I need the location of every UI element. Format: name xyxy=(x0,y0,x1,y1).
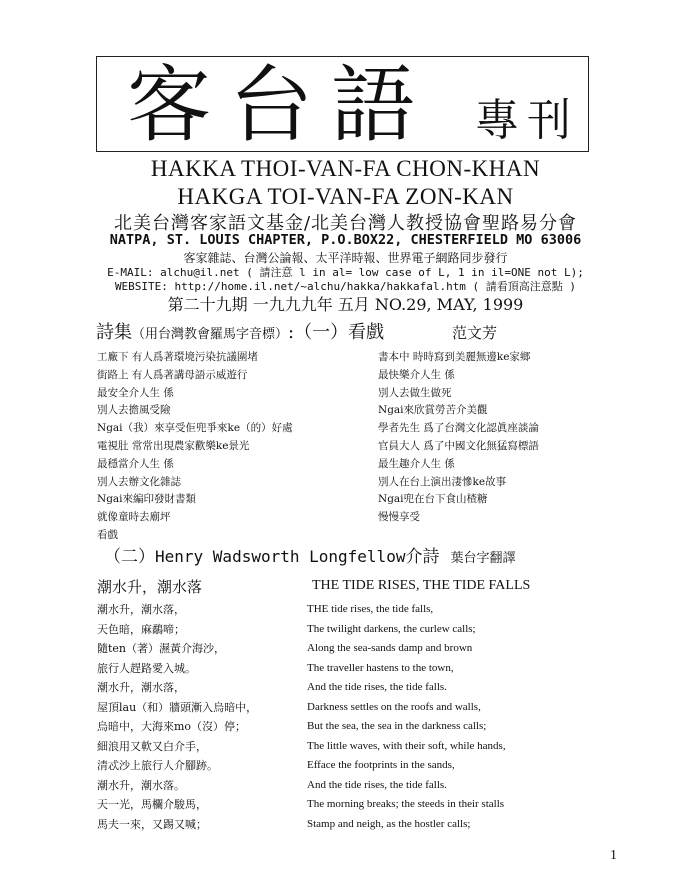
poem-line: 馬夫一來，又踢又喊； xyxy=(97,817,207,831)
poem-line: THE tide rises, the tide falls, xyxy=(307,603,434,615)
header-email: E-MAIL: alchu@il.net ( 請注意 l in al= low case of L, 1 in il=ONE not L); xyxy=(107,266,584,279)
poem-line: 別人在台上演出淒慘ke故事 xyxy=(378,475,507,488)
poem-line: 細浪用又軟又白介手， xyxy=(97,739,207,753)
section1-title xyxy=(96,318,384,344)
header-title-line1: HAKKA THOI-VAN-FA CHON-KHAN xyxy=(150,156,541,181)
poem-line: The traveller hastens to the town, xyxy=(307,661,454,674)
poem-line: 天色暗，麻鷸啼； xyxy=(97,622,185,636)
section2-title xyxy=(104,542,516,567)
poem-line: 隨ten（著）濕黃介海沙， xyxy=(97,642,226,655)
poem-line: Ngai來編印發財書類 xyxy=(97,493,197,506)
poem-line: 工廠下 有人爲著環境污染抗議圍堵 xyxy=(97,351,258,363)
masthead-box xyxy=(96,56,589,152)
header-website: WEBSITE: http://home.il.net/~alchu/hakka/hakkafal.htm ( 請看頂高注意點 ) xyxy=(114,280,577,293)
poem-line: 最安全介人生 係 xyxy=(97,386,174,399)
poem-line: 天一光，馬欄介駿馬， xyxy=(97,798,207,811)
poem-line: The little waves, with their soft, while hands, xyxy=(307,739,506,752)
header-organization-zh: 北美台灣客家語文基金/北美台灣人教授協會聖路易分會 xyxy=(113,213,578,234)
section2-heading-zh: 潮水升，潮水落 xyxy=(97,578,203,596)
poem-line: Ngai兜在台下食山楂糖 xyxy=(378,493,488,506)
poem-line: Ngai（我）來享受佢兜爭來ke（的）好處 xyxy=(97,422,293,435)
section2-translator: 葉台字翻譯 xyxy=(450,551,516,566)
poem-line: 學者先生 爲了台灣文化認眞座談論 xyxy=(378,422,539,435)
poem-line: 潮水升，潮水落。 xyxy=(97,778,185,792)
poem-line: 烏暗中，大海來mo（沒）停； xyxy=(97,720,247,733)
section2-title-name: Henry Wadsworth Longfellow xyxy=(155,547,406,566)
poem-line: The twilight darkens, the curlew calls; xyxy=(307,622,476,635)
section1-title-main: 詩集 xyxy=(96,322,132,343)
section2-en-column xyxy=(307,600,506,834)
poem-line: 別人去辦文化雜誌 xyxy=(97,475,181,488)
section1-author: 范文芳 xyxy=(452,324,498,342)
header-issue: 第二十九期 一九九九年 五月 NO.29, MAY, 1999 xyxy=(167,295,524,314)
header-distribution: 客家雜誌、台灣公論報、太平洋時報、世界電子網路同步發行 xyxy=(183,251,508,265)
poem-line: 潮水升，潮水落， xyxy=(97,603,185,616)
poem-line: Ngai來欣賞勞苦介美觀 xyxy=(378,404,488,417)
section1-left-column xyxy=(97,349,293,545)
poem-line: 別人去做生做死 xyxy=(378,386,452,399)
header-address: NATPA, ST. LOUIS CHAPTER, P.O.BOX22, CHESTERFIELD MO 63006 xyxy=(109,232,582,248)
poem-line: 最穩當介人生 係 xyxy=(97,457,174,470)
section2-heading-en: THE TIDE RISES, THE TIDE FALLS xyxy=(312,578,531,593)
poem-line: 慢慢享受 xyxy=(378,511,420,524)
poem-line: 書本中 時時寫到美麗無邊ke家鄉 xyxy=(378,351,531,363)
poem-line: 旅行人趕路愛入城。 xyxy=(97,661,196,675)
section2-title-prefix: （二） xyxy=(104,547,155,567)
poem-line: The morning breaks; the steeds in their stalls xyxy=(307,798,505,810)
poem-line: And the tide rises, the tide falls. xyxy=(307,778,447,791)
poem-line: 看戲 xyxy=(97,528,118,541)
poem-line: 最生趣介人生 係 xyxy=(378,457,455,470)
poem-line: Darkness settles on the roofs and walls, xyxy=(307,700,481,713)
page-number: 1 xyxy=(610,848,617,863)
masthead-title: 客台語 xyxy=(127,56,434,154)
poem-line: 潮水升，潮水落， xyxy=(97,681,185,694)
poem-line: 電視肚 常常出現農家歡樂ke景光 xyxy=(97,439,250,452)
poem-line: 最快樂介人生 係 xyxy=(378,368,455,381)
section1-right-column xyxy=(378,349,539,527)
section2-title-suffix: 介詩 xyxy=(405,547,440,567)
poem-line: Stamp and neigh, as the hostler calls; xyxy=(307,817,471,830)
section1-title-note: （用台灣教會羅馬字音標） xyxy=(132,327,289,342)
poem-line: 官員大人 爲了中國文化無猛寫標語 xyxy=(378,439,539,452)
poem-line: And the tide rises, the tide falls. xyxy=(307,681,447,693)
poem-line: 別人去擔風受險 xyxy=(97,404,171,417)
section2-zh-column xyxy=(97,600,257,834)
poem-line: 就像童時去廟坪 xyxy=(97,511,171,524)
section1-title-part: :（一）看戲 xyxy=(288,322,385,343)
poem-line: 清忒沙上旅行人介腳跡。 xyxy=(97,759,218,772)
poem-line: 屋頂lau（和）牆頭漸入烏暗中， xyxy=(97,700,258,714)
poem-line: Efface the footprints in the sands, xyxy=(307,759,455,771)
poem-line: 街路上 有人爲著講母語示威遊行 xyxy=(97,368,248,381)
header-title-line2: HAKGA TOI-VAN-FA ZON-KAN xyxy=(177,184,514,209)
poem-line: Along the sea-sands damp and brown xyxy=(307,642,473,654)
poem-line: But the sea, the sea in the darkness calls; xyxy=(307,720,487,732)
masthead-subtitle: 專刊 xyxy=(475,95,579,146)
